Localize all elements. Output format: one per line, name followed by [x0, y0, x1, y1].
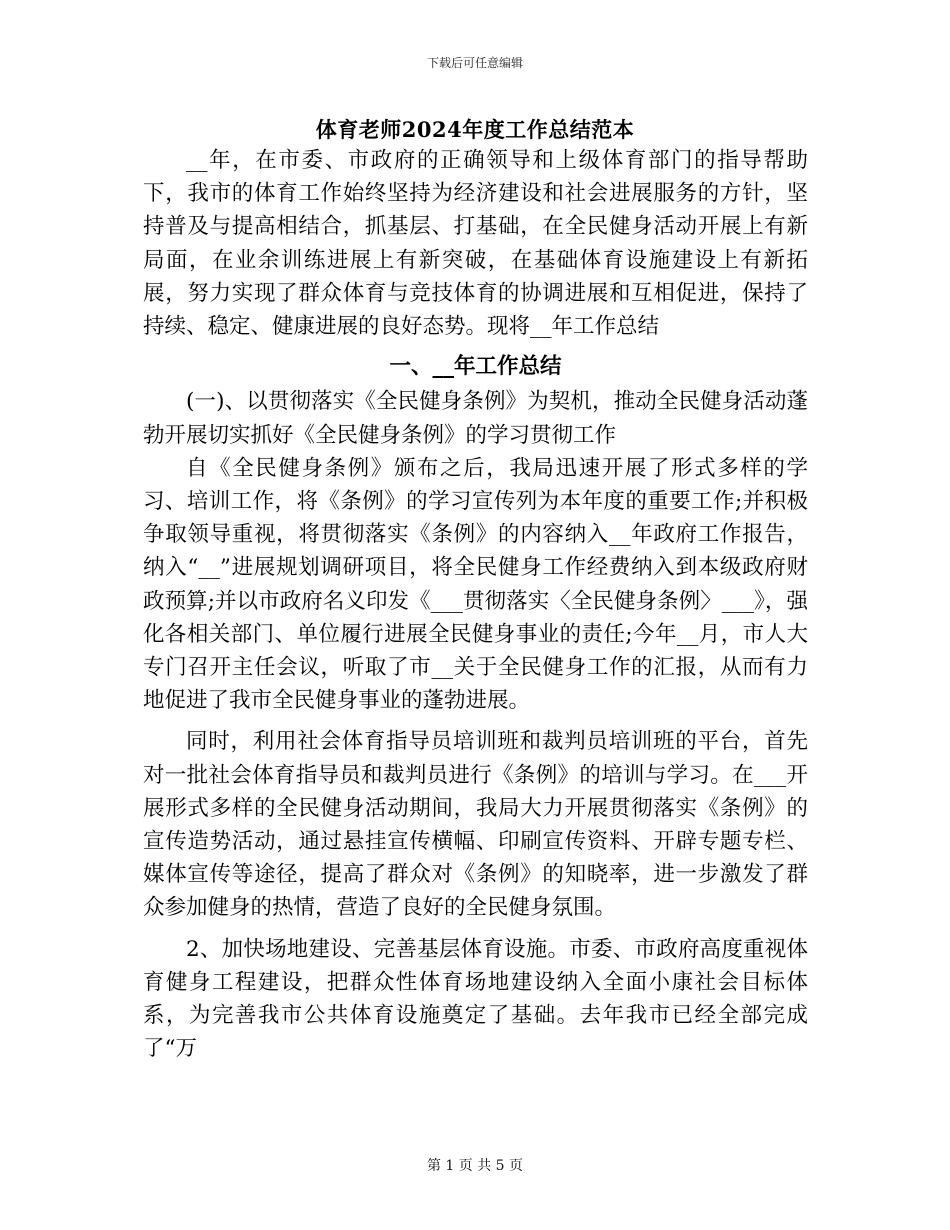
document-body: [143, 144, 808, 1065]
section-heading: 一、__年工作总结: [389, 354, 562, 380]
page-number-footer: 第 1 页 共 5 页: [426, 1158, 524, 1174]
paragraph-intro: __年，在市委、市政府的正确领导和上级体育部门的指导帮助下，我市的体育工作始终坚持为经济建设和社会进展服务的方针，坚持普及与提高相结合，抓基层、打基础，在全民健身活动开展上有新局面，在业余训练进展上有新突破，在基础体育设施建设上有新拓展，努力实现了群众体育与竞技体育的协调进展和互相促进，保持了持续、稳定、健康进展的良好态势。现将__年工作总结: [143, 148, 808, 340]
header-note: 下载后可任意编辑: [426, 56, 523, 70]
paragraph-1: (一)、以贯彻落实《全民健身条例》为契机，推动全民健身活动蓬勃开展切实抓好《全民健身条例》的学习贯彻工作: [143, 389, 808, 448]
paragraph-3: 同时，利用社会体育指导员培训班和裁判员培训班的平台，首先对一批社会体育指导员和裁判员进行《条例》的培训与学习。在___开展形式多样的全民健身活动期间，我局大力开展贯彻落实《条例》的宣传造势活动，通过悬挂宣传横幅、印刷宣传资料、开辟专题专栏、媒体宣传等途径，提高了群众对《条例》的知晓率，进一步激发了群众参加健身的热情，营造了良好的全民健身氛围。: [143, 729, 808, 921]
paragraph-2: 自《全民健身条例》颁布之后，我局迅速开展了形式多样的学习、培训工作，将《条例》的学习宣传列为本年度的重要工作;并积极争取领导重视，将贯彻落实《条例》的内容纳入__年政府工作报告，纳入“__”进展规划调研项目，将全民健身工作经费纳入到本级政府财政预算;并以市政府名义印发《___贯彻落实〈全民健身条例〉___》，强化各相关部门、单位履行进展全民健身事业的责任;今年__月，市人大专门召开主任会议，听取了市__关于全民健身工作的汇报，从而有力地促进了我市全民健身事业的蓬勃进展。: [143, 455, 808, 714]
paragraph-4: 2、加快场地建设、完善基层体育设施。市委、市政府高度重视体育健身工程建设，把群众性体育场地建设纳入全面小康社会目标体系，为完善我市公共体育设施奠定了基础。去年我市已经全部完成了“万: [143, 936, 808, 1062]
document-title: 体育老师2024年度工作总结范本: [315, 117, 635, 142]
